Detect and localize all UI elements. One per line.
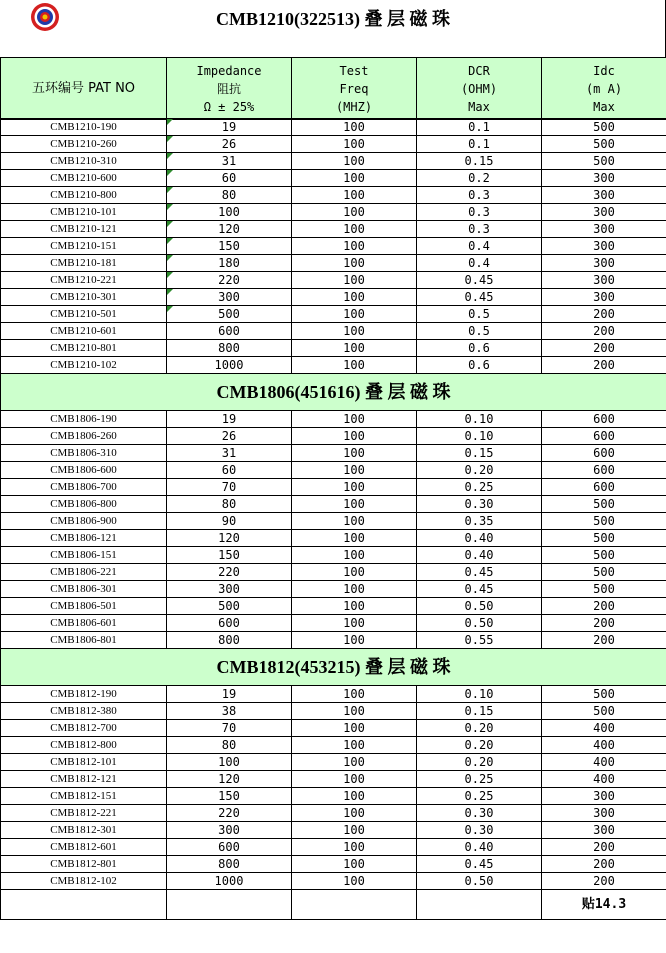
- header-freq-line: Test: [339, 63, 369, 78]
- cell-dcr[interactable]: 0.20: [417, 462, 542, 479]
- header-impedance[interactable]: [167, 58, 292, 120]
- cell-part-no[interactable]: CMB1806-310: [1, 445, 167, 462]
- cell-part-no[interactable]: CMB1806-700: [1, 479, 167, 496]
- footer-note[interactable]: 贴14.3: [542, 890, 666, 920]
- table-row: [1, 357, 666, 374]
- cell-dcr[interactable]: 0.40: [417, 839, 542, 856]
- cell-impedance[interactable]: 80: [167, 496, 292, 513]
- cell-impedance[interactable]: 31: [167, 153, 292, 170]
- cell-part-no[interactable]: CMB1210-190: [1, 119, 167, 136]
- cell-part-no[interactable]: CMB1806-260: [1, 428, 167, 445]
- cell-idc[interactable]: 400: [542, 737, 666, 754]
- cell-dcr[interactable]: 0.45: [417, 289, 542, 306]
- cell-idc[interactable]: 500: [542, 530, 666, 547]
- cell-dcr[interactable]: 0.40: [417, 547, 542, 564]
- cell-idc[interactable]: 600: [542, 445, 666, 462]
- table-row: [1, 598, 666, 615]
- cell-freq[interactable]: 100: [292, 238, 417, 255]
- table-row: [1, 720, 666, 737]
- cell-part-no[interactable]: CMB1210-310: [1, 153, 167, 170]
- cell-idc[interactable]: 300: [542, 170, 666, 187]
- cell-dcr[interactable]: 0.40: [417, 530, 542, 547]
- table-row: [1, 805, 666, 822]
- cell-part-no[interactable]: CMB1210-601: [1, 323, 167, 340]
- cell-idc[interactable]: 400: [542, 754, 666, 771]
- header-freq-line: (MHZ): [335, 99, 373, 114]
- table-row: [1, 119, 666, 136]
- table-row: [1, 153, 666, 170]
- cell-idc[interactable]: 300: [542, 187, 666, 204]
- cell-dcr[interactable]: 0.4: [417, 238, 542, 255]
- cell-freq[interactable]: 100: [292, 136, 417, 153]
- cell-dcr[interactable]: 0.4: [417, 255, 542, 272]
- table-row: [1, 581, 666, 598]
- cell-part-no[interactable]: CMB1210-101: [1, 204, 167, 221]
- cell-idc[interactable]: 300: [542, 221, 666, 238]
- table-row: [1, 340, 666, 357]
- cell-idc[interactable]: 200: [542, 615, 666, 632]
- cell-impedance[interactable]: 220: [167, 272, 292, 289]
- cell-freq[interactable]: 100: [292, 411, 417, 428]
- cell-impedance[interactable]: 220: [167, 564, 292, 581]
- header-freq-line: Freq: [339, 81, 369, 96]
- cell-dcr[interactable]: 0.2: [417, 170, 542, 187]
- cell-idc[interactable]: 300: [542, 238, 666, 255]
- cell-freq[interactable]: 100: [292, 686, 417, 703]
- header-freq[interactable]: [292, 58, 417, 120]
- cell-idc[interactable]: 200: [542, 357, 666, 374]
- cell-impedance[interactable]: 31: [167, 445, 292, 462]
- cell-impedance[interactable]: 80: [167, 187, 292, 204]
- cell-impedance[interactable]: 300: [167, 289, 292, 306]
- table-row: [1, 632, 666, 649]
- cell-part-no[interactable]: CMB1806-190: [1, 411, 167, 428]
- cell-impedance[interactable]: 800: [167, 632, 292, 649]
- cell-impedance[interactable]: 100: [167, 754, 292, 771]
- table-row: [1, 873, 666, 890]
- cell-idc[interactable]: 600: [542, 479, 666, 496]
- cell-freq[interactable]: 100: [292, 153, 417, 170]
- cell-impedance[interactable]: 1000: [167, 873, 292, 890]
- cell-idc[interactable]: 200: [542, 598, 666, 615]
- table-row: [1, 822, 666, 839]
- cell-freq[interactable]: 100: [292, 703, 417, 720]
- cell-part-no[interactable]: CMB1806-900: [1, 513, 167, 530]
- table-row: [1, 754, 666, 771]
- cell-part-no[interactable]: CMB1210-151: [1, 238, 167, 255]
- cell-freq[interactable]: 100: [292, 737, 417, 754]
- cell-impedance[interactable]: 120: [167, 530, 292, 547]
- cell-freq[interactable]: 100: [292, 119, 417, 136]
- cell-impedance[interactable]: 26: [167, 428, 292, 445]
- cell-part-no[interactable]: CMB1806-601: [1, 615, 167, 632]
- cell-dcr[interactable]: 0.1: [417, 119, 542, 136]
- table-row: [1, 428, 666, 445]
- cell-idc[interactable]: 200: [542, 340, 666, 357]
- cell-idc[interactable]: 200: [542, 839, 666, 856]
- cell-freq[interactable]: 100: [292, 598, 417, 615]
- cell-freq[interactable]: 100: [292, 272, 417, 289]
- table-row: [1, 856, 666, 873]
- cell-idc[interactable]: 200: [542, 873, 666, 890]
- header-impedance-line: 阻抗: [216, 81, 241, 96]
- cell-dcr[interactable]: 0.25: [417, 479, 542, 496]
- cell-dcr[interactable]: 0.45: [417, 564, 542, 581]
- table-row: [1, 788, 666, 805]
- cell-part-no[interactable]: CMB1806-501: [1, 598, 167, 615]
- cell-impedance[interactable]: 500: [167, 598, 292, 615]
- table-row: [1, 289, 666, 306]
- cell-impedance[interactable]: 38: [167, 703, 292, 720]
- header-dcr-line: Max: [468, 99, 490, 114]
- header-idc-line: (m A): [585, 81, 623, 96]
- cell-part-no[interactable]: CMB1812-221: [1, 805, 167, 822]
- cell-freq[interactable]: 100: [292, 720, 417, 737]
- cell-dcr[interactable]: 0.15: [417, 153, 542, 170]
- cell-idc[interactable]: 600: [542, 411, 666, 428]
- cell-idc[interactable]: 400: [542, 720, 666, 737]
- cell-freq[interactable]: 100: [292, 581, 417, 598]
- table-row: [1, 272, 666, 289]
- cell-part-no[interactable]: CMB1806-801: [1, 632, 167, 649]
- cell-idc[interactable]: 400: [542, 771, 666, 788]
- cell-dcr[interactable]: 0.45: [417, 856, 542, 873]
- cell-freq[interactable]: 100: [292, 357, 417, 374]
- cell-idc[interactable]: 300: [542, 204, 666, 221]
- cell-freq[interactable]: 100: [292, 428, 417, 445]
- cell-idc[interactable]: 500: [542, 513, 666, 530]
- cell-part-no[interactable]: CMB1806-221: [1, 564, 167, 581]
- cell-part-no[interactable]: CMB1210-121: [1, 221, 167, 238]
- cell-idc[interactable]: 200: [542, 856, 666, 873]
- cell-part-no[interactable]: CMB1812-190: [1, 686, 167, 703]
- cell-idc[interactable]: 500: [542, 153, 666, 170]
- cell-idc[interactable]: 500: [542, 564, 666, 581]
- cell-impedance[interactable]: 500: [167, 306, 292, 323]
- cell-impedance[interactable]: 150: [167, 547, 292, 564]
- cell-dcr[interactable]: 0.50: [417, 598, 542, 615]
- cell-impedance[interactable]: 19: [167, 686, 292, 703]
- cell-part-no[interactable]: CMB1812-102: [1, 873, 167, 890]
- empty-cell[interactable]: [167, 890, 292, 920]
- cell-part-no[interactable]: CMB1210-102: [1, 357, 167, 374]
- table-row: [1, 255, 666, 272]
- cell-dcr[interactable]: 0.25: [417, 788, 542, 805]
- cell-impedance[interactable]: 150: [167, 788, 292, 805]
- cell-dcr[interactable]: 0.50: [417, 873, 542, 890]
- empty-cell[interactable]: [1, 890, 167, 920]
- table-row: [1, 445, 666, 462]
- cell-freq[interactable]: 100: [292, 632, 417, 649]
- table-row: [1, 530, 666, 547]
- cell-part-no[interactable]: CMB1806-301: [1, 581, 167, 598]
- cell-freq[interactable]: 100: [292, 306, 417, 323]
- data-table: [0, 118, 666, 920]
- cell-idc[interactable]: 500: [542, 136, 666, 153]
- table-row: [1, 615, 666, 632]
- cell-idc[interactable]: 300: [542, 272, 666, 289]
- cell-impedance[interactable]: 60: [167, 170, 292, 187]
- cell-part-no[interactable]: CMB1812-601: [1, 839, 167, 856]
- cell-dcr[interactable]: 0.30: [417, 805, 542, 822]
- cell-part-no[interactable]: CMB1210-181: [1, 255, 167, 272]
- cell-impedance[interactable]: 60: [167, 462, 292, 479]
- header-impedance-line: Ω ± 25%: [203, 99, 255, 114]
- cell-idc[interactable]: 500: [542, 119, 666, 136]
- cell-idc[interactable]: 500: [542, 547, 666, 564]
- column-header-row: [0, 57, 666, 120]
- cell-impedance[interactable]: 600: [167, 839, 292, 856]
- cell-impedance[interactable]: 90: [167, 513, 292, 530]
- cell-impedance[interactable]: 300: [167, 581, 292, 598]
- header-dcr-line: (OHM): [460, 81, 498, 96]
- cell-dcr[interactable]: 0.25: [417, 771, 542, 788]
- cell-idc[interactable]: 300: [542, 805, 666, 822]
- cell-impedance[interactable]: 120: [167, 771, 292, 788]
- cell-dcr[interactable]: 0.35: [417, 513, 542, 530]
- cell-freq[interactable]: 100: [292, 839, 417, 856]
- cell-freq[interactable]: 100: [292, 564, 417, 581]
- cell-dcr[interactable]: 0.20: [417, 737, 542, 754]
- table-row: [1, 564, 666, 581]
- cell-freq[interactable]: 100: [292, 513, 417, 530]
- cell-part-no[interactable]: CMB1812-121: [1, 771, 167, 788]
- cell-part-no[interactable]: CMB1812-801: [1, 856, 167, 873]
- cell-idc[interactable]: 500: [542, 703, 666, 720]
- cell-dcr[interactable]: 0.10: [417, 428, 542, 445]
- cell-impedance[interactable]: 600: [167, 615, 292, 632]
- cell-idc[interactable]: 300: [542, 822, 666, 839]
- cell-freq[interactable]: 100: [292, 615, 417, 632]
- cell-freq[interactable]: 100: [292, 221, 417, 238]
- cell-dcr[interactable]: 0.3: [417, 204, 542, 221]
- cell-part-no[interactable]: CMB1806-600: [1, 462, 167, 479]
- cell-dcr[interactable]: 0.15: [417, 445, 542, 462]
- cell-dcr[interactable]: 0.6: [417, 357, 542, 374]
- cell-freq[interactable]: 100: [292, 462, 417, 479]
- cell-part-no[interactable]: CMB1812-700: [1, 720, 167, 737]
- table-row: [1, 411, 666, 428]
- cell-part-no[interactable]: CMB1210-221: [1, 272, 167, 289]
- section-header-row: [1, 374, 666, 411]
- table-row: [1, 839, 666, 856]
- table-row: [1, 737, 666, 754]
- cell-idc[interactable]: 500: [542, 496, 666, 513]
- cell-freq[interactable]: 100: [292, 873, 417, 890]
- cell-freq[interactable]: 100: [292, 822, 417, 839]
- table-row: [1, 323, 666, 340]
- cell-idc[interactable]: 200: [542, 323, 666, 340]
- cell-impedance[interactable]: 100: [167, 204, 292, 221]
- cell-idc[interactable]: 200: [542, 306, 666, 323]
- section-title[interactable]: CMB1812(453215) 叠 层 磁 珠: [1, 649, 666, 686]
- cell-freq[interactable]: 100: [292, 479, 417, 496]
- cell-impedance[interactable]: 800: [167, 340, 292, 357]
- table-row: [1, 547, 666, 564]
- cell-idc[interactable]: 300: [542, 255, 666, 272]
- cell-part-no[interactable]: CMB1806-800: [1, 496, 167, 513]
- empty-cell[interactable]: [292, 890, 417, 920]
- cell-idc[interactable]: 600: [542, 462, 666, 479]
- header-dcr-line: DCR: [468, 63, 490, 78]
- cell-freq[interactable]: 100: [292, 788, 417, 805]
- cell-part-no[interactable]: CMB1806-121: [1, 530, 167, 547]
- cell-part-no[interactable]: CMB1210-501: [1, 306, 167, 323]
- cell-part-no[interactable]: CMB1812-380: [1, 703, 167, 720]
- cell-dcr[interactable]: 0.55: [417, 632, 542, 649]
- cell-freq[interactable]: 100: [292, 771, 417, 788]
- cell-freq[interactable]: 100: [292, 856, 417, 873]
- table-row: [1, 170, 666, 187]
- cell-dcr[interactable]: 0.1: [417, 136, 542, 153]
- table-row: [1, 771, 666, 788]
- table-row: [1, 136, 666, 153]
- cell-part-no[interactable]: CMB1812-151: [1, 788, 167, 805]
- table-row: [1, 187, 666, 204]
- empty-cell[interactable]: [417, 890, 542, 920]
- cell-dcr[interactable]: 0.20: [417, 720, 542, 737]
- cell-freq[interactable]: 100: [292, 340, 417, 357]
- cell-impedance[interactable]: 19: [167, 119, 292, 136]
- cell-impedance[interactable]: 19: [167, 411, 292, 428]
- cell-freq[interactable]: 100: [292, 754, 417, 771]
- cell-dcr[interactable]: 0.45: [417, 272, 542, 289]
- cell-part-no[interactable]: CMB1210-301: [1, 289, 167, 306]
- section-title[interactable]: CMB1806(451616) 叠 层 磁 珠: [1, 374, 666, 411]
- cell-part-no[interactable]: CMB1210-801: [1, 340, 167, 357]
- cell-dcr[interactable]: 0.3: [417, 187, 542, 204]
- cell-idc[interactable]: 500: [542, 686, 666, 703]
- cell-part-no[interactable]: CMB1210-600: [1, 170, 167, 187]
- cell-freq[interactable]: 100: [292, 547, 417, 564]
- table-row: [1, 306, 666, 323]
- cell-freq[interactable]: 100: [292, 170, 417, 187]
- cell-freq[interactable]: 100: [292, 187, 417, 204]
- cell-dcr[interactable]: 0.10: [417, 686, 542, 703]
- header-idc-line: Idc: [593, 63, 615, 78]
- cell-impedance[interactable]: 600: [167, 323, 292, 340]
- table-row: [1, 462, 666, 479]
- cell-part-no[interactable]: CMB1812-800: [1, 737, 167, 754]
- cell-freq[interactable]: 100: [292, 496, 417, 513]
- cell-dcr[interactable]: 0.50: [417, 615, 542, 632]
- cell-freq[interactable]: 100: [292, 204, 417, 221]
- cell-dcr[interactable]: 0.3: [417, 221, 542, 238]
- table-row: [1, 238, 666, 255]
- header-idc[interactable]: [542, 58, 666, 120]
- cell-dcr[interactable]: 0.5: [417, 306, 542, 323]
- cell-impedance[interactable]: 26: [167, 136, 292, 153]
- title-bar: [0, 0, 666, 57]
- cell-freq[interactable]: 100: [292, 255, 417, 272]
- cell-impedance[interactable]: 70: [167, 720, 292, 737]
- cell-part-no[interactable]: CMB1812-301: [1, 822, 167, 839]
- footer-row: [1, 890, 666, 920]
- cell-impedance[interactable]: 150: [167, 238, 292, 255]
- cell-impedance[interactable]: 70: [167, 479, 292, 496]
- cell-idc[interactable]: 300: [542, 788, 666, 805]
- cell-freq[interactable]: 100: [292, 289, 417, 306]
- section-header-row: [1, 649, 666, 686]
- cell-dcr[interactable]: 0.5: [417, 323, 542, 340]
- cell-dcr[interactable]: 0.45: [417, 581, 542, 598]
- cell-dcr[interactable]: 0.10: [417, 411, 542, 428]
- cell-freq[interactable]: 100: [292, 445, 417, 462]
- cell-idc[interactable]: 300: [542, 289, 666, 306]
- cell-impedance[interactable]: 220: [167, 805, 292, 822]
- cell-impedance[interactable]: 180: [167, 255, 292, 272]
- cell-impedance[interactable]: 1000: [167, 357, 292, 374]
- cell-part-no[interactable]: CMB1210-800: [1, 187, 167, 204]
- cell-freq[interactable]: 100: [292, 805, 417, 822]
- header-idc-line: Max: [593, 99, 615, 114]
- table-row: [1, 496, 666, 513]
- cell-impedance[interactable]: 120: [167, 221, 292, 238]
- cell-part-no[interactable]: CMB1806-151: [1, 547, 167, 564]
- cell-dcr[interactable]: 0.6: [417, 340, 542, 357]
- cell-part-no[interactable]: CMB1812-101: [1, 754, 167, 771]
- table-row: [1, 513, 666, 530]
- table-row: [1, 703, 666, 720]
- cell-freq[interactable]: 100: [292, 323, 417, 340]
- cell-dcr[interactable]: 0.30: [417, 496, 542, 513]
- cell-dcr[interactable]: 0.30: [417, 822, 542, 839]
- page-title: CMB1210(322513) 叠 层 磁 珠: [216, 9, 450, 29]
- cell-dcr[interactable]: 0.15: [417, 703, 542, 720]
- cell-freq[interactable]: 100: [292, 530, 417, 547]
- table-row: [1, 479, 666, 496]
- cell-impedance[interactable]: 80: [167, 737, 292, 754]
- cell-impedance[interactable]: 300: [167, 822, 292, 839]
- cell-idc[interactable]: 200: [542, 632, 666, 649]
- header-dcr[interactable]: [417, 58, 542, 120]
- cell-impedance[interactable]: 800: [167, 856, 292, 873]
- header-impedance-line: Impedance: [196, 63, 262, 78]
- cell-idc[interactable]: 500: [542, 581, 666, 598]
- cell-dcr[interactable]: 0.20: [417, 754, 542, 771]
- cell-idc[interactable]: 600: [542, 428, 666, 445]
- table-row: [1, 221, 666, 238]
- header-part-no[interactable]: 五环编号 PAT NO: [1, 58, 167, 120]
- table-row: [1, 686, 666, 703]
- table-row: [1, 204, 666, 221]
- cell-part-no[interactable]: CMB1210-260: [1, 136, 167, 153]
